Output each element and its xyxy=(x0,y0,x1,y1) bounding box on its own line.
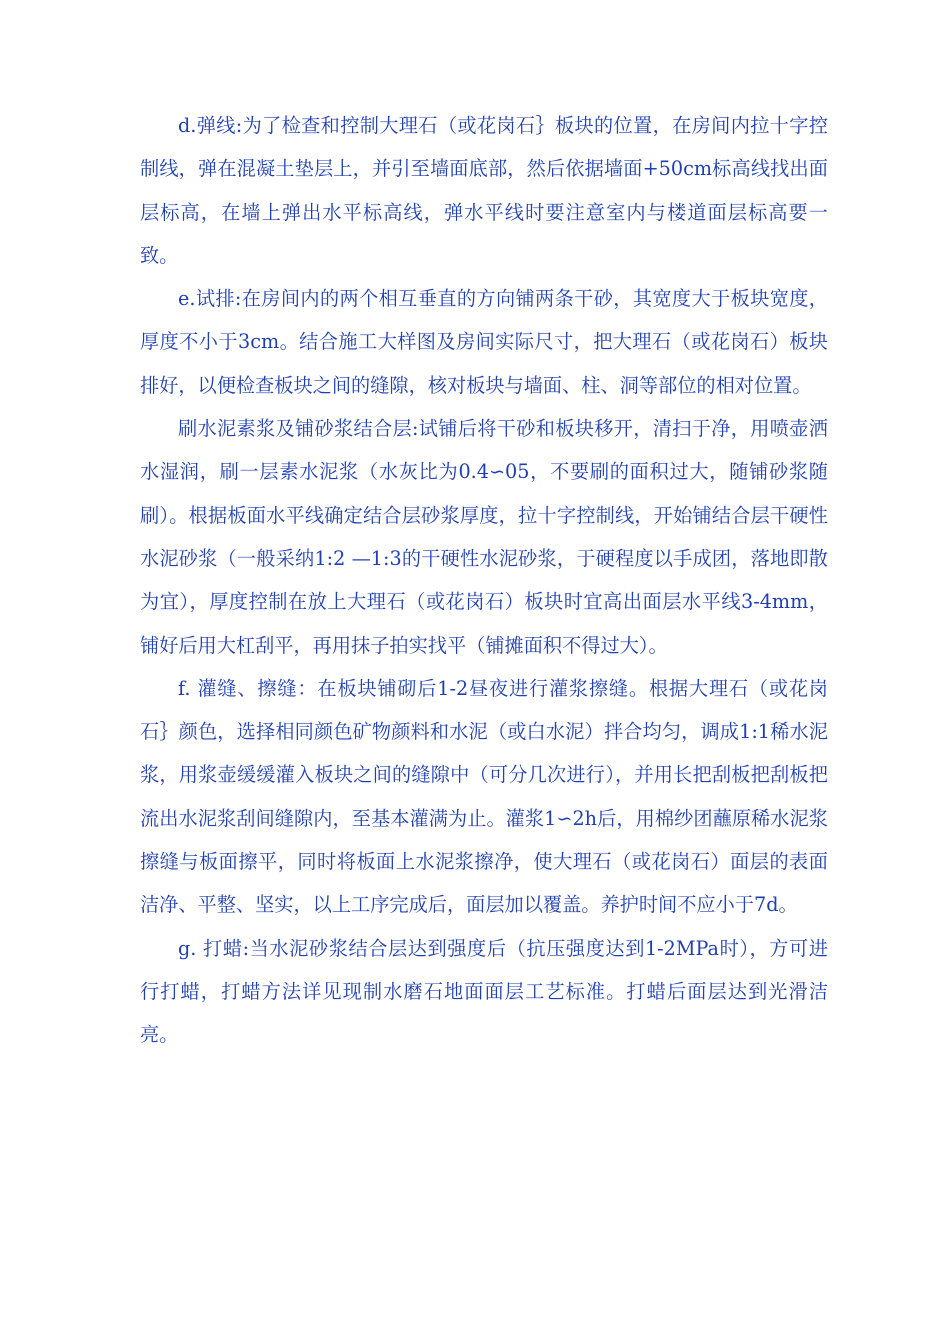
paragraph-d-line-marking: d.弹线:为了检查和控制大理石（或花岗石｝板块的位置，在房间内拉十字控制线，弹在混凝土垫层上，并引至墙面底部，然后依据墙面+50cm标高线找出面层标高，在墙上弹出水平标高线，弹水平线时要注意室内与楼道面层标高要一致。 xyxy=(140,114,828,267)
paragraph-cement-slurry-bonding-layer: 刷水泥素浆及铺砂浆结合层:试铺后将干砂和板块移开，清扫于净，用喷壶洒水湿润，刷一层素水泥浆（水灰比为0.4∽05，不要刷的面积过大，随铺砂浆随刷）。根据板面水平线确定结合层砂浆厚度，拉十字控制线，开始铺结合层干硬性水泥砂浆（一般采纳1:2 —1:3的干硬性水泥砂浆，于硬程度以手成团，落地即散为宜），厚度控制在放上大理石（或花岗石）板块时宜高出面层水平线3-4mm，铺好后用大杠刮平，再用抹子拍实找平（铺摊面积不得过大）。 xyxy=(140,417,828,657)
paragraph-f-grouting-joints: f. 灌缝、擦缝：在板块铺砌后1-2昼夜进行灌浆擦缝。根据大理石（或花岗石｝颜色，选择相同颜色矿物颜料和水泥（或白水泥）拌合均匀，调成1:1稀水泥浆，用浆壶缓缓灌入板块之间的缝隙中（可分几次进行），并用长把刮板把刮板把流出水泥浆刮间缝隙内，至基本灌满为止。灌浆1∽2h后，用棉纱团蘸原稀水泥浆擦缝与板面擦平，同时将板面上水泥浆擦净，使大理石（或花岗石）面层的表面洁净、平整、坚实，以上工序完成后，面层加以覆盖。养护时间不应小于7d。 xyxy=(140,676,828,917)
document-body xyxy=(140,104,828,1057)
paragraph-e-trial-layout: e.试排:在房间内的两个相互垂直的方向铺两条干砂，其宽度大于板块宽度，厚度不小于3cm。结合施工大样图及房间实际尺寸，把大理石（或花岗石）板块排好，以便检查板块之间的缝隙，核对板块与墙面、柱、洞等部位的相对位置。 xyxy=(140,287,828,397)
paragraph-g-waxing: g. 打蜡:当水泥砂浆结合层达到强度后（抗压强度达到1-2MPa时），方可进行打蜡，打蜡方法详见现制水磨石地面面层工艺标准。打蜡后面层达到光滑洁亮。 xyxy=(140,936,828,1047)
